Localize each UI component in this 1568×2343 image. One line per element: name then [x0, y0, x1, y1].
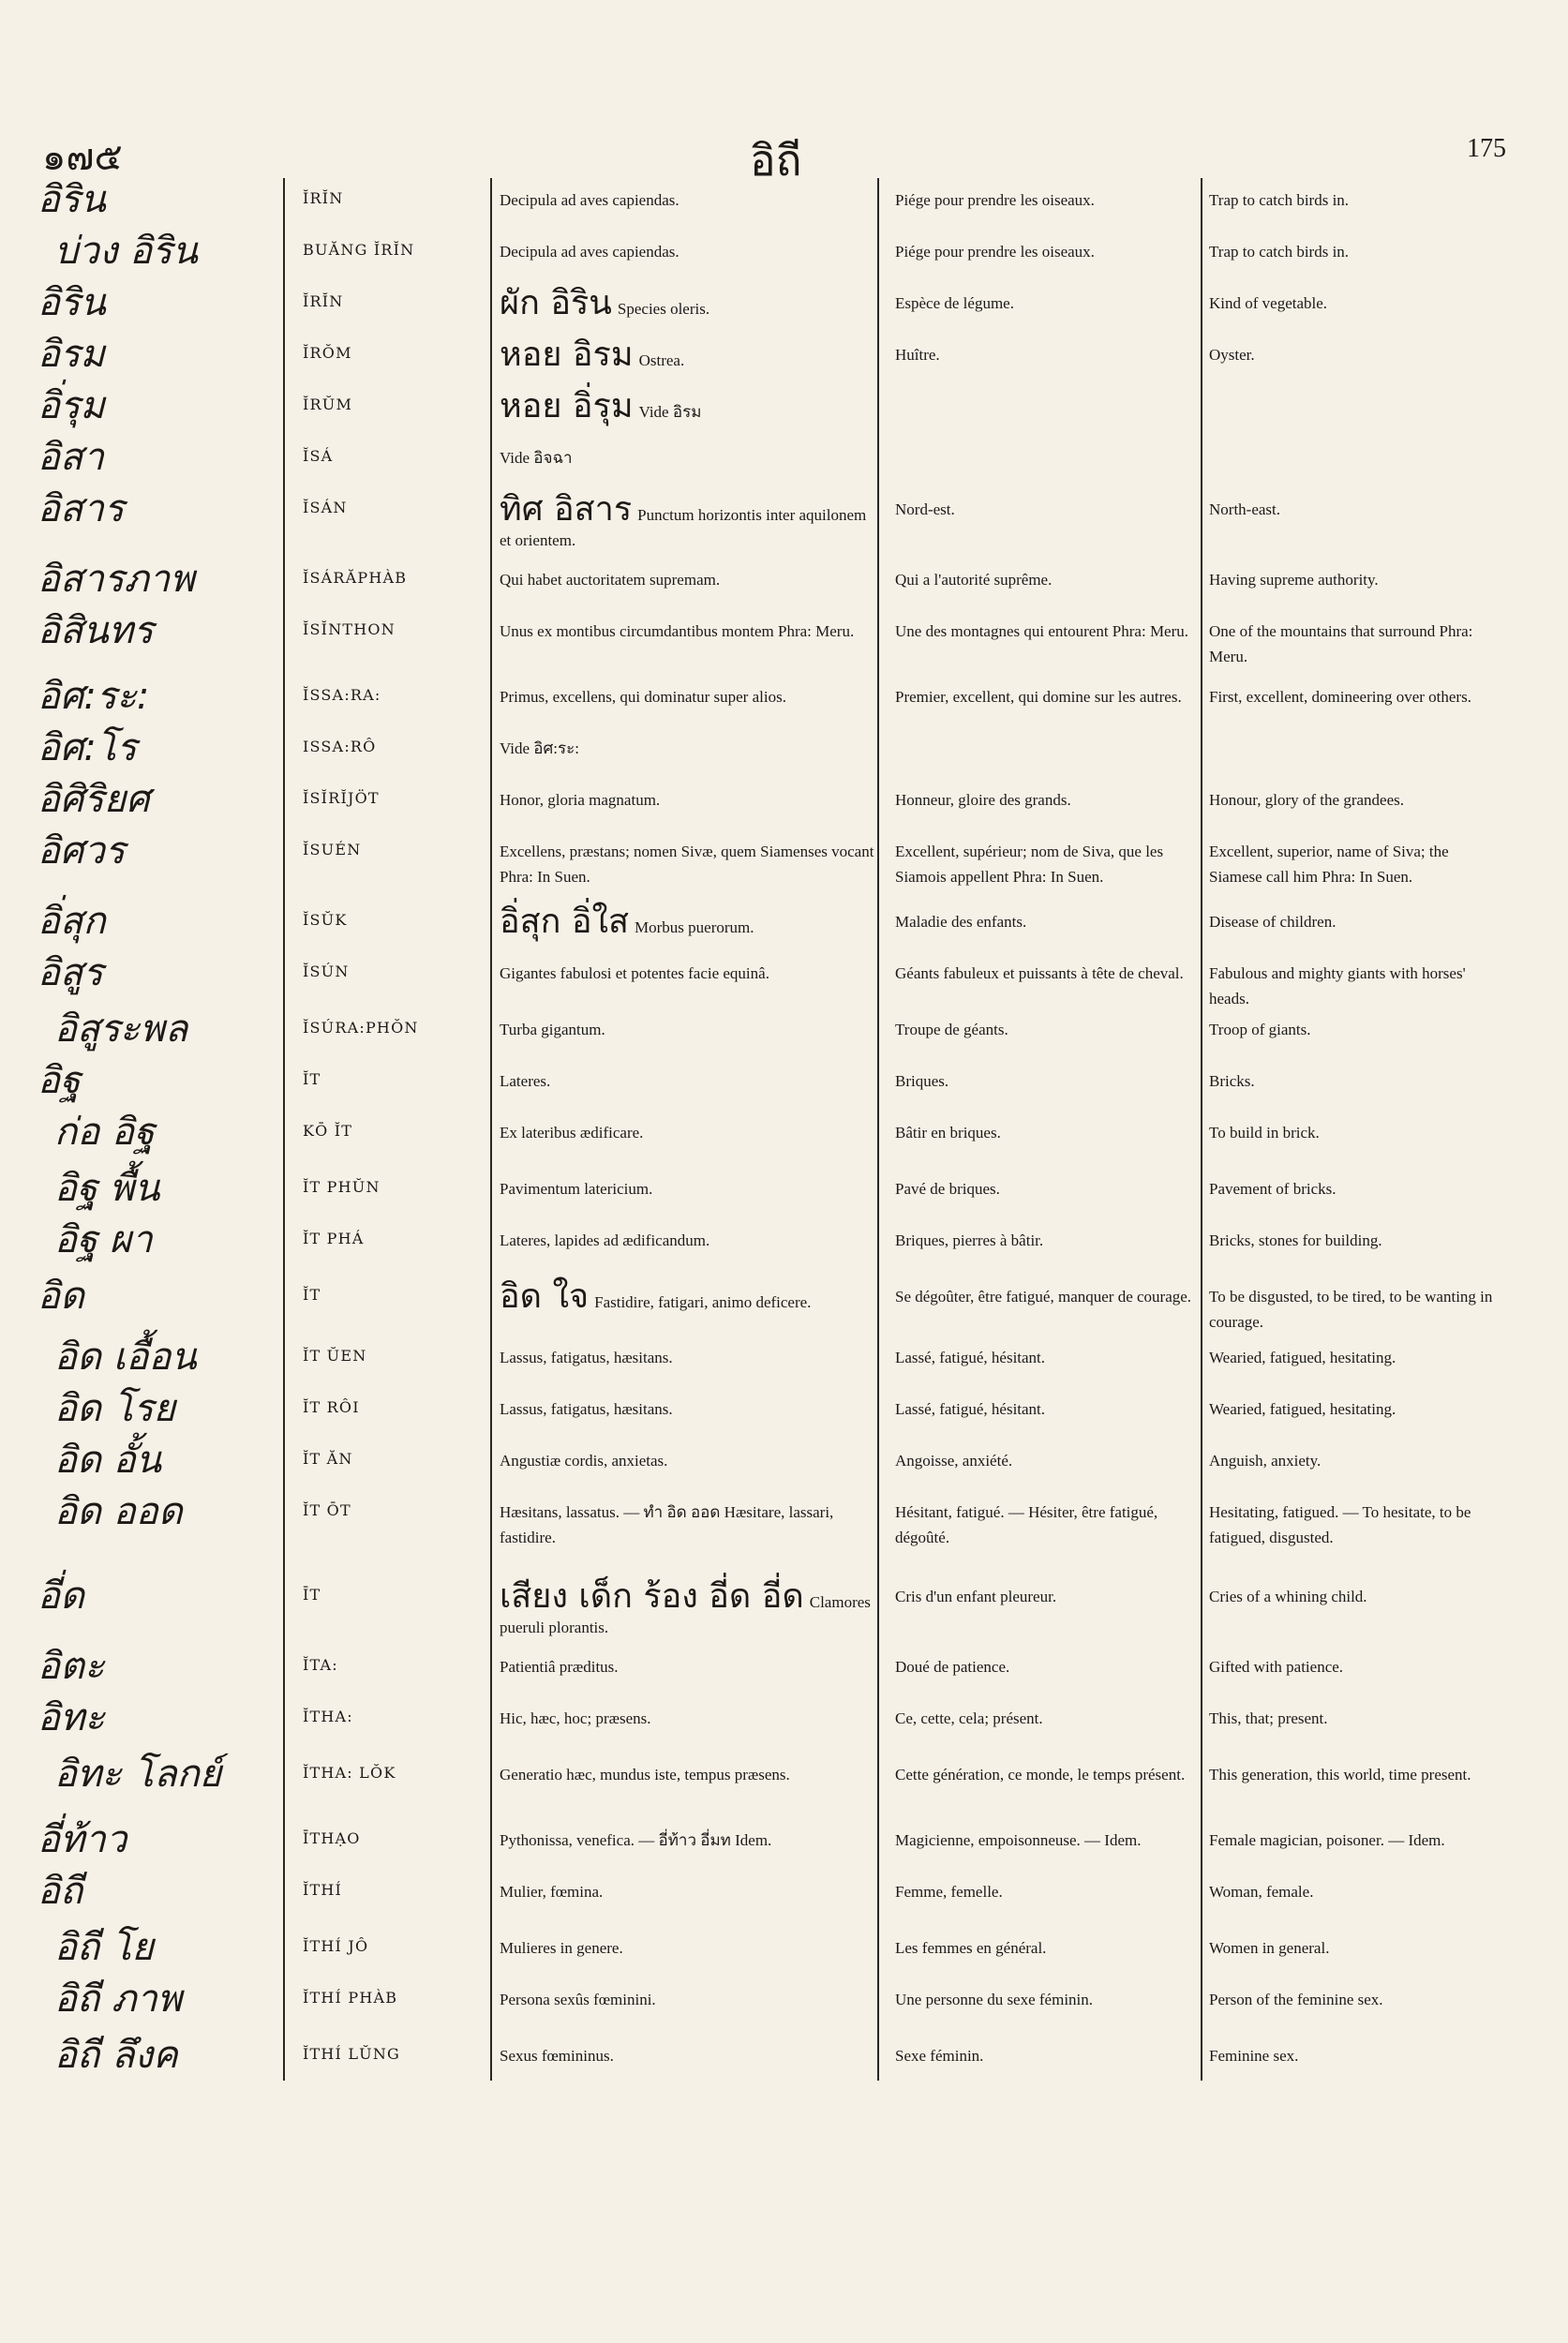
latin-text: Patientiâ præditus.: [500, 1658, 619, 1676]
latin-text: Generatio hæc, mundus iste, tempus præsens.: [500, 1766, 790, 1783]
english-definition: Fabulous and mighty giants with horses' heads.: [1209, 964, 1466, 1007]
romanization: ĬRĬN: [303, 292, 344, 310]
latin-definition: [500, 839, 874, 889]
french-definition: Piége pour prendre les oiseaux.: [895, 191, 1095, 209]
english-definition: Female magician, poisoner. — Idem.: [1209, 1831, 1445, 1849]
french-definition: Pavé de briques.: [895, 1180, 1000, 1198]
thai-compound: หอย อิรม: [500, 336, 634, 374]
latin-definition: [500, 1762, 874, 1787]
latin-text: Primus, excellens, qui dominatur super alios.: [500, 688, 786, 706]
french-definition: Nord-est.: [895, 500, 955, 518]
thai-headword-text: อิถี: [37, 1870, 83, 1913]
latin-definition: [500, 1448, 874, 1473]
latin-text: Persona sexûs fœminini.: [500, 1991, 656, 2008]
thai-headword-text: อี่ด: [37, 1574, 84, 1618]
latin-text: Ostrea.: [638, 351, 685, 369]
latin-text: Turba gigantum.: [500, 1021, 605, 1038]
thai-headword-text: อิด ออด: [54, 1490, 183, 1533]
latin-text: Excellens, præstans; nomen Sivæ, quem Siamenses vocant Phra: In Suen.: [500, 843, 874, 886]
latin-definition: [500, 1277, 874, 1316]
romanization: ĬT PHŬN: [303, 1178, 381, 1196]
romanization: ĬSSA:RA:: [303, 686, 381, 704]
romanization: ĬSÁ: [303, 447, 334, 465]
french-definition: Ce, cette, cela; présent.: [895, 1709, 1043, 1727]
romanization: ĬT: [303, 1070, 321, 1088]
thai-headword: [54, 1926, 154, 1969]
thai-headword-text: อิถี ภาพ: [54, 1977, 183, 2021]
latin-text: Vide อิจฉา: [500, 449, 573, 467]
english-definition: Trap to catch birds in.: [1209, 191, 1350, 209]
latin-text: Pythonissa, venefica. — อี่ท้าว อี่มท Idem.: [500, 1831, 772, 1849]
column-rule: [283, 178, 285, 2081]
latin-definition: [500, 1396, 874, 1422]
column-rule: [877, 178, 879, 2081]
french-definition: Lassé, fatigué, hésitant.: [895, 1349, 1046, 1366]
thai-headword: [37, 281, 106, 324]
english-definition: North-east.: [1209, 500, 1281, 518]
latin-definition: [500, 1706, 874, 1731]
english-definition: Troop of giants.: [1209, 1021, 1311, 1038]
romanization: ISSA:RÔ: [303, 738, 377, 755]
romanization: ĬSÚN: [303, 963, 350, 980]
english-definition: Having supreme authority.: [1209, 571, 1379, 589]
latin-definition: [500, 387, 874, 425]
french-definition: Qui a l'autorité suprême.: [895, 571, 1053, 589]
french-definition: Excellent, supérieur; nom de Siva, que les Siamois appellent Phra: In Suen.: [895, 843, 1164, 886]
latin-definition: [500, 903, 874, 941]
french-definition: Lassé, fatigué, hésitant.: [895, 1400, 1046, 1418]
thai-headword-text: อิด อั้น: [54, 1439, 162, 1482]
french-definition: Piége pour prendre les oiseaux.: [895, 243, 1095, 261]
thai-headword: [37, 1696, 105, 1739]
thai-headword: [54, 1490, 183, 1533]
french-definition: Bâtir en briques.: [895, 1124, 1001, 1142]
latin-text: Morbus puerorum.: [635, 918, 754, 936]
latin-definition: [500, 1935, 874, 1961]
thai-headword-text: อิสูร: [37, 951, 103, 994]
french-definition: Les femmes en général.: [895, 1939, 1047, 1957]
latin-text: Lateres.: [500, 1072, 551, 1090]
latin-definition: [500, 619, 874, 644]
thai-headword-text: อิทะ: [37, 1696, 105, 1739]
latin-text: Sexus fœmininus.: [500, 2047, 614, 2065]
english-definition: Cries of a whining child.: [1209, 1588, 1367, 1605]
thai-headword-text: อิตะ: [37, 1645, 105, 1688]
romanization: ĬTA:: [303, 1656, 338, 1674]
romanization: ĬT: [303, 1286, 321, 1304]
thai-headword: [37, 951, 103, 994]
romanization: ĬRĬN: [303, 189, 344, 207]
french-definition: Premier, excellent, qui domine sur les autres.: [895, 688, 1182, 706]
english-definition: First, excellent, domineering over others.: [1209, 688, 1471, 706]
french-definition: Se dégoûter, être fatigué, manquer de courage.: [895, 1288, 1192, 1306]
french-definition: Briques.: [895, 1072, 949, 1090]
thai-headword-text: อิศิริยศ: [37, 778, 150, 821]
latin-text: Angustiæ cordis, anxietas.: [500, 1452, 668, 1470]
thai-headword: [54, 1336, 197, 1379]
latin-definition: [500, 1828, 874, 1853]
latin-text: Hæsitans, lassatus. — ทำ อิด ออด Hæsitare, lassari, fastidire.: [500, 1503, 834, 1546]
romanization: ĬTHÍ: [303, 1881, 343, 1899]
english-definition: Gifted with patience.: [1209, 1658, 1344, 1676]
romanization: ĬTHÍ LŬNG: [303, 2045, 401, 2063]
french-definition: Cris d'un enfant pleureur.: [895, 1588, 1057, 1605]
thai-headword: [37, 675, 149, 718]
thai-headword: [37, 1818, 127, 1861]
latin-definition: [500, 1879, 874, 1904]
latin-text: Unus ex montibus circumdantibus montem Phra: Meru.: [500, 622, 855, 640]
latin-text: Species oleris.: [617, 300, 710, 318]
thai-headword: [54, 2034, 178, 2077]
thai-headword: [54, 1977, 182, 2021]
romanization: ĬT PHÁ: [303, 1230, 365, 1247]
french-definition: Honneur, gloire des grands.: [895, 791, 1071, 809]
thai-headword-text: อี่ท้าว: [37, 1818, 127, 1861]
latin-text: Gigantes fabulosi et potentes facie equinâ.: [500, 964, 769, 982]
english-definition: Wearied, fatigued, hesitating.: [1209, 1349, 1396, 1366]
thai-headword-text: อิสารภาพ: [37, 558, 195, 601]
english-definition: Bricks.: [1209, 1072, 1255, 1090]
french-definition: Angoisse, anxiété.: [895, 1452, 1013, 1470]
latin-text: Mulier, fœmina.: [500, 1883, 604, 1901]
latin-definition: [500, 1120, 874, 1145]
thai-headword: [54, 1753, 221, 1796]
thai-headword-text: อิด โรย: [54, 1387, 176, 1430]
latin-definition: [500, 239, 874, 264]
english-definition: Hesitating, fatigued. — To hesitate, to be fatigued, disgusted.: [1209, 1503, 1471, 1546]
romanization: ĬTHA: LŎK: [303, 1764, 396, 1782]
english-definition: Person of the feminine sex.: [1209, 1991, 1383, 2008]
romanization: ĪT: [303, 1586, 321, 1604]
thai-headword-text: อิทะ โลกย์: [54, 1753, 222, 1796]
french-definition: Femme, femelle.: [895, 1883, 1003, 1901]
latin-definition: [500, 284, 874, 322]
latin-text: Punctum horizontis inter aquilonem et orientem.: [500, 506, 867, 549]
latin-definition: [500, 1577, 874, 1640]
latin-definition: [500, 2043, 874, 2068]
thai-headword: [37, 1275, 84, 1318]
english-definition: To be disgusted, to be tired, to be wanting in courage.: [1209, 1288, 1493, 1331]
romanization: ĬSĬNTHON: [303, 620, 396, 638]
thai-headword: [37, 384, 105, 427]
english-definition: Bricks, stones for building.: [1209, 1231, 1382, 1249]
romanization: ĬT ŬEN: [303, 1347, 367, 1365]
latin-definition: [500, 1176, 874, 1201]
french-definition: Une personne du sexe féminin.: [895, 1991, 1094, 2008]
thai-headword: [54, 1439, 161, 1482]
latin-text: Qui habet auctoritatem supremam.: [500, 571, 721, 589]
thai-headword-text: อิสูระพล: [54, 1007, 188, 1051]
thai-headword-text: อิถี โย: [54, 1926, 154, 1969]
column-rule: [1201, 178, 1202, 2081]
romanization: ĪTHẠO: [303, 1829, 361, 1847]
romanization: ĬTHÍ JÔ: [303, 1937, 369, 1955]
latin-text: Vide อิศ:ระ:: [500, 739, 579, 757]
french-definition: Espèce de légume.: [895, 294, 1014, 312]
latin-definition: [500, 187, 874, 213]
english-definition: Woman, female.: [1209, 1883, 1314, 1901]
french-definition: Huître.: [895, 346, 940, 364]
english-definition: Trap to catch birds in.: [1209, 243, 1350, 261]
thai-headword: [37, 1645, 104, 1688]
thai-headword: [37, 900, 106, 943]
french-definition: Doué de patience.: [895, 1658, 1010, 1676]
thai-headword: [54, 1218, 153, 1261]
latin-text: Lateres, lapides ad ædificandum.: [500, 1231, 710, 1249]
french-definition: Hésitant, fatigué. — Hésiter, être fatigué, dégoûté.: [895, 1503, 1158, 1546]
thai-compound: เสียง เด็ก ร้อง อี่ด อี่ด: [500, 1577, 804, 1616]
thai-page-number: ๑๗๕: [42, 136, 123, 179]
thai-headword-text: บ่วง อิริน: [54, 230, 198, 273]
romanization: ĬRŎM: [303, 344, 352, 362]
thai-headword: [54, 1167, 160, 1210]
thai-headword-text: อิถี ลึงค: [54, 2034, 178, 2077]
latin-text: Lassus, fatigatus, hæsitans.: [500, 1400, 673, 1418]
latin-definition: [500, 445, 874, 470]
english-definition: Disease of children.: [1209, 913, 1337, 931]
thai-headword-text: อิฐ ผา: [54, 1218, 153, 1261]
french-definition: Cette génération, ce monde, le temps présent.: [895, 1766, 1186, 1783]
latin-text: Vide อิรม: [638, 403, 702, 421]
latin-text: Mulieres in genere.: [500, 1939, 623, 1957]
thai-headword-text: อิด เอื้อน: [54, 1336, 197, 1379]
thai-headword-text: อิฐ พื้น: [54, 1167, 160, 1210]
latin-definition: [500, 1987, 874, 2012]
thai-headword: [37, 778, 150, 821]
thai-compound: หอย อิ่รุม: [500, 387, 634, 425]
romanization: ĬSÁRĂPHÀB: [303, 569, 408, 587]
english-definition: Pavement of bricks.: [1209, 1180, 1337, 1198]
thai-headword-text: อิสา: [37, 436, 104, 479]
english-definition: Women in general.: [1209, 1939, 1330, 1957]
thai-headword: [37, 436, 104, 479]
thai-headword: [54, 1007, 187, 1051]
romanization: ĬSÁN: [303, 499, 348, 516]
thai-headword-text: อิด: [37, 1275, 84, 1318]
latin-text: Decipula ad aves capiendas.: [500, 191, 679, 209]
latin-text: Fastidire, fatigari, animo deficere.: [594, 1293, 812, 1311]
english-definition: Feminine sex.: [1209, 2047, 1299, 2065]
romanization: ĬSUÉN: [303, 841, 362, 858]
latin-definition: [500, 787, 874, 813]
french-definition: Une des montagnes qui entourent Phra: Meru.: [895, 622, 1189, 640]
latin-definition: [500, 736, 874, 761]
latin-definition: [500, 1345, 874, 1370]
french-definition: Briques, pierres à bâtir.: [895, 1231, 1044, 1249]
latin-definition: [500, 1500, 874, 1550]
thai-headword: [37, 487, 124, 530]
thai-headword: [37, 609, 154, 652]
latin-definition: [500, 961, 874, 986]
english-definition: Wearied, fatigued, hesitating.: [1209, 1400, 1396, 1418]
thai-headword-text: อิรม: [37, 333, 105, 376]
english-definition: To build in brick.: [1209, 1124, 1320, 1142]
romanization: ĬSĬRĬJÖT: [303, 789, 380, 807]
thai-headword-text: อิศวร: [37, 829, 126, 873]
latin-definition: [500, 490, 874, 553]
romanization: ĬSŬK: [303, 911, 348, 929]
romanization: KŌ ĬT: [303, 1122, 353, 1140]
thai-headword: [54, 230, 198, 273]
latin-definition: [500, 1068, 874, 1094]
latin-text: Lassus, fatigatus, hæsitans.: [500, 1349, 673, 1366]
thai-headword: [37, 1059, 81, 1102]
romanization: ĬT RÔI: [303, 1398, 360, 1416]
thai-headword: [54, 1387, 175, 1430]
thai-compound: ผัก อิริน: [500, 284, 612, 322]
thai-headword: [37, 726, 137, 769]
romanization: ĬRŬM: [303, 395, 353, 413]
latin-text: Hic, hæc, hoc; præsens.: [500, 1709, 651, 1727]
thai-headword-text: อิศ:โร: [37, 726, 137, 769]
page-number: 175: [1467, 134, 1506, 163]
thai-headword-text: อิ่สุก: [37, 900, 106, 943]
romanization: ĬTHA:: [303, 1708, 353, 1725]
thai-compound: อิด ใจ: [500, 1277, 590, 1316]
thai-headword: [54, 1111, 155, 1154]
thai-compound: อิ่สุก อิ่ใส: [500, 903, 630, 941]
romanization: ĬT ĂN: [303, 1450, 353, 1468]
running-head: อิถี: [750, 135, 802, 186]
thai-headword-text: อิศ:ระ:: [37, 675, 150, 718]
latin-text: Clamores pueruli plorantis.: [500, 1593, 871, 1636]
latin-definition: [500, 684, 874, 709]
thai-headword-text: อิริน: [37, 178, 106, 221]
romanization: ĬTHÍ PHÀB: [303, 1989, 398, 2007]
latin-definition: [500, 567, 874, 592]
thai-headword-text: อิสาร: [37, 487, 125, 530]
thai-headword-text: อิฐ: [37, 1059, 82, 1102]
thai-headword-text: อิ่รุม: [37, 384, 105, 427]
latin-text: Ex lateribus ædificare.: [500, 1124, 644, 1142]
thai-headword-text: อิสินทร: [37, 609, 154, 652]
french-definition: Géants fabuleux et puissants à tête de cheval.: [895, 964, 1184, 982]
english-definition: One of the mountains that surround Phra: Meru.: [1209, 622, 1473, 665]
thai-headword: [37, 829, 125, 873]
thai-compound: ทิศ อิสาร: [500, 490, 633, 529]
french-definition: Maladie des enfants.: [895, 913, 1027, 931]
romanization: ĬT ŌT: [303, 1501, 351, 1519]
column-rule: [490, 178, 492, 2081]
french-definition: Sexe féminin.: [895, 2047, 984, 2065]
english-definition: This generation, this world, time present.: [1209, 1766, 1471, 1783]
latin-definition: [500, 1017, 874, 1042]
english-definition: Honour, glory of the grandees.: [1209, 791, 1404, 809]
french-definition: Troupe de géants.: [895, 1021, 1008, 1038]
latin-text: Honor, gloria magnatum.: [500, 791, 661, 809]
english-definition: Kind of vegetable.: [1209, 294, 1328, 312]
latin-definition: [500, 1228, 874, 1253]
english-definition: Excellent, superior, name of Siva; the Siamese call him Phra: In Suen.: [1209, 843, 1449, 886]
thai-headword: [37, 1870, 82, 1913]
english-definition: Oyster.: [1209, 346, 1255, 364]
thai-headword: [37, 178, 106, 221]
page-header: [0, 127, 1568, 186]
thai-headword: [37, 558, 195, 601]
latin-definition: [500, 336, 874, 374]
thai-headword-text: อิริน: [37, 281, 106, 324]
french-definition: Magicienne, empoisonneuse. — Idem.: [895, 1831, 1142, 1849]
thai-headword-text: ก่อ อิฐ: [54, 1111, 156, 1154]
latin-text: Pavimentum latericium.: [500, 1180, 653, 1198]
thai-headword: [37, 333, 105, 376]
english-definition: Anguish, anxiety.: [1209, 1452, 1322, 1470]
romanization: BUĂNG ĬRĬN: [303, 241, 415, 259]
english-definition: This, that; present.: [1209, 1709, 1328, 1727]
latin-definition: [500, 1654, 874, 1679]
latin-text: Decipula ad aves capiendas.: [500, 243, 679, 261]
thai-headword: [37, 1574, 84, 1618]
romanization: ĬSÚRA:PHŎN: [303, 1019, 419, 1037]
